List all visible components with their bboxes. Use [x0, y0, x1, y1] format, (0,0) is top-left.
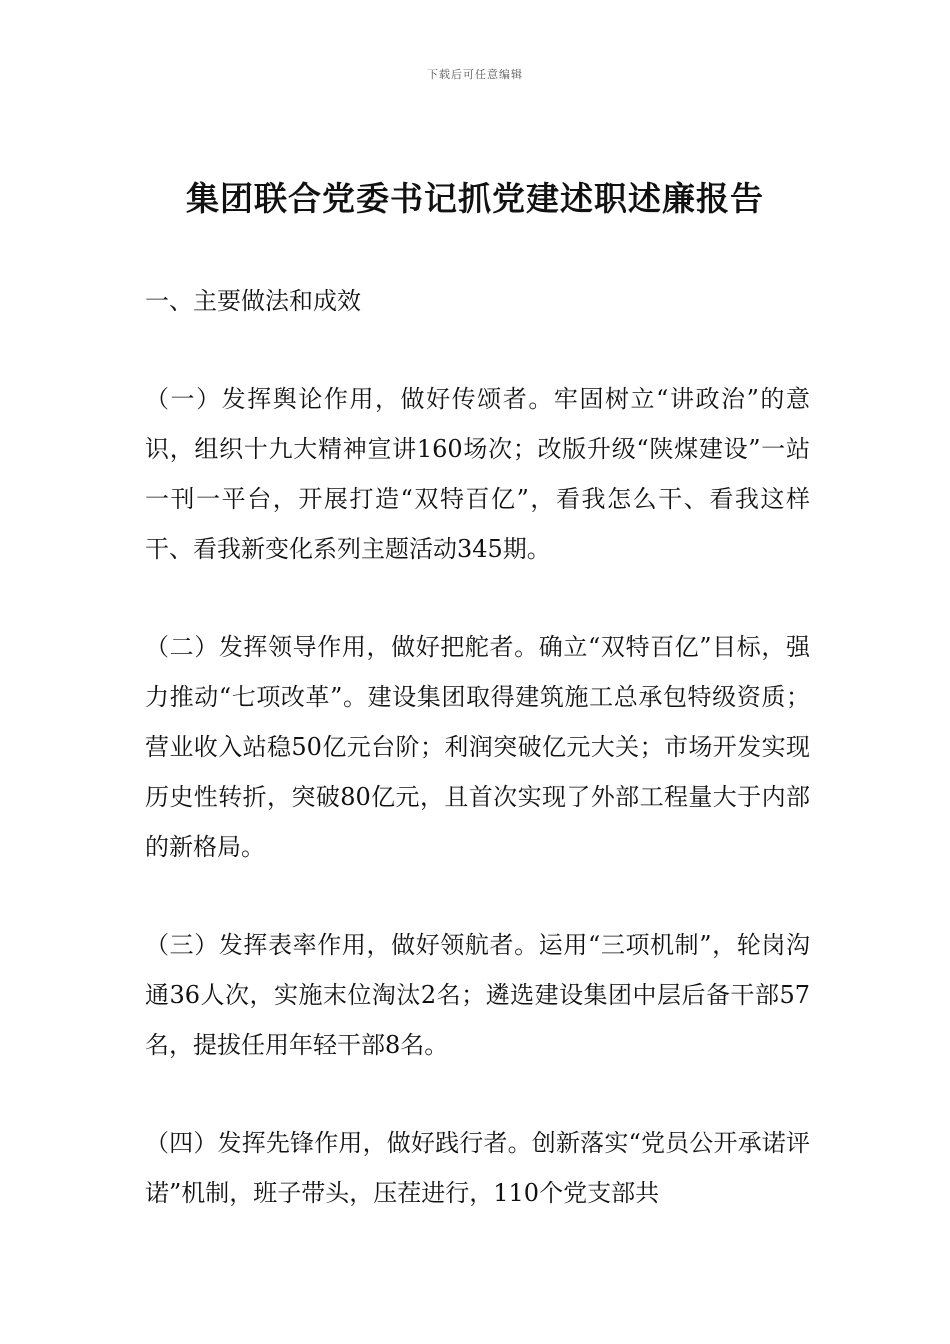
document-title: 集团联合党委书记抓党建述职述廉报告	[186, 179, 764, 218]
paragraph-1: （一）发挥舆论作用，做好传颂者。牢固树立“讲政治”的意识，组织十九大精神宣讲160场次；改版升级“陕煤建设”一站一刊一平台，开展打造“双特百亿”，看我怎么干、看我这样干、看我新变化系列主题活动345期。	[145, 385, 810, 563]
section-heading: 一、主要做法和成效	[145, 287, 361, 315]
paragraph-3: （三）发挥表率作用，做好领航者。运用“三项机制”，轮岗沟通36人次，实施末位淘汰2名；遴选建设集团中层后备干部57名，提拔任用年轻干部8名。	[145, 931, 810, 1059]
header-note: 下载后可任意编辑	[427, 68, 523, 81]
paragraph-2: （二）发挥领导作用，做好把舵者。确立“双特百亿”目标，强力推动“七项改革”。建设集团取得建筑施工总承包特级资质；营业收入站稳50亿元台阶；利润突破亿元大关；市场开发实现历史性转折，突破80亿元，且首次实现了外部工程量大于内部的新格局。	[145, 633, 810, 861]
paragraph-4: （四）发挥先锋作用，做好践行者。创新落实“党员公开承诺评诺”机制，班子带头，压茬进行，110个党支部共	[145, 1129, 810, 1207]
